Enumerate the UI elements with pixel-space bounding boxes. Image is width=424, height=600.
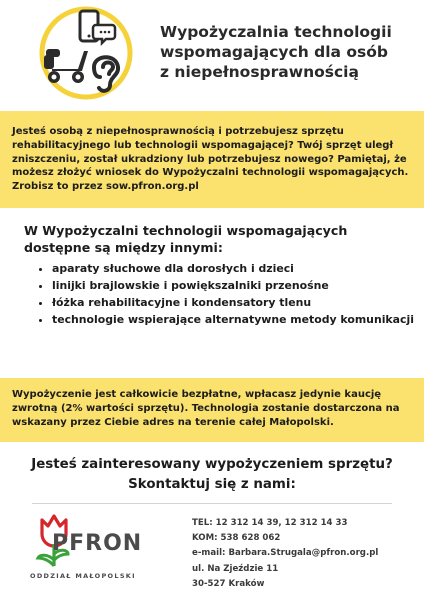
logo-subtitle: ODDZIAŁ MAŁOPOLSKI (30, 572, 136, 580)
header (0, 0, 424, 108)
call-to-action (0, 455, 424, 495)
page-title: Wypożyczalnia technologii wspomagających dla osób z niepełnosprawnością (160, 23, 392, 81)
contact-kom: KOM: 538 628 062 (192, 533, 281, 544)
contact-block (192, 516, 422, 592)
contact-email[interactable]: e-mail: Barbara.Strugala@pfron.org.pl (192, 548, 379, 559)
cta-line-1: Jesteś zainteresowany wypożyczeniem sprzętu? (31, 457, 393, 472)
equipment-section (24, 222, 414, 328)
icon-circle (38, 5, 134, 101)
list-item: • łóżka rehabilitacyjne i kondensatory tlenu (52, 294, 414, 311)
contact-tel: TEL: 12 312 14 39, 12 312 14 33 (192, 518, 348, 528)
mobility-scooter-icon (44, 49, 88, 83)
contact-city: 30-527 Kraków (192, 578, 265, 589)
cta-line-2: Skontaktuj się z nami: (128, 477, 296, 492)
list-item: • technologie wspierające alternatywne metody komunikacji (52, 311, 414, 328)
list-item: • linijki brajlowskie i powiększalniki przenośne (52, 277, 414, 294)
intro-text: Jesteś osobą z niepełnosprawnością i potrzebujesz sprzętu rehabilitacyjnego lub technologii wspomagającej? Twój sprzęt uległ zniszczeniu, został ukradziony lub potrzebujesz nowego? Pamiętaj, że możesz złożyć wniosek do Wypożyczalni technologii wspomagających. Zrobisz to przez sow.pfron.org.pl (12, 126, 409, 193)
divider (32, 503, 392, 504)
list-item: • aparaty słuchowe dla dorosłych i dzieci (52, 260, 414, 277)
logo-name: PFRON (52, 531, 143, 556)
contact-street: ul. Na Zjeździe 11 (192, 563, 279, 574)
terms-text: Wypożyczenie jest całkowicie bezpłatne, wpłacasz jedynie kaucję zwrotną (2% wartości sprzętu). Technologia zostanie dostarczona na wskazany przez Ciebie adres na terenie całej Małopolski. (12, 389, 400, 428)
equipment-list (24, 260, 414, 328)
terms-box (0, 378, 424, 442)
equipment-heading: W Wypożyczalni technologii wspomagających dostępne są między innymi: (24, 223, 348, 255)
intro-box (0, 111, 424, 208)
